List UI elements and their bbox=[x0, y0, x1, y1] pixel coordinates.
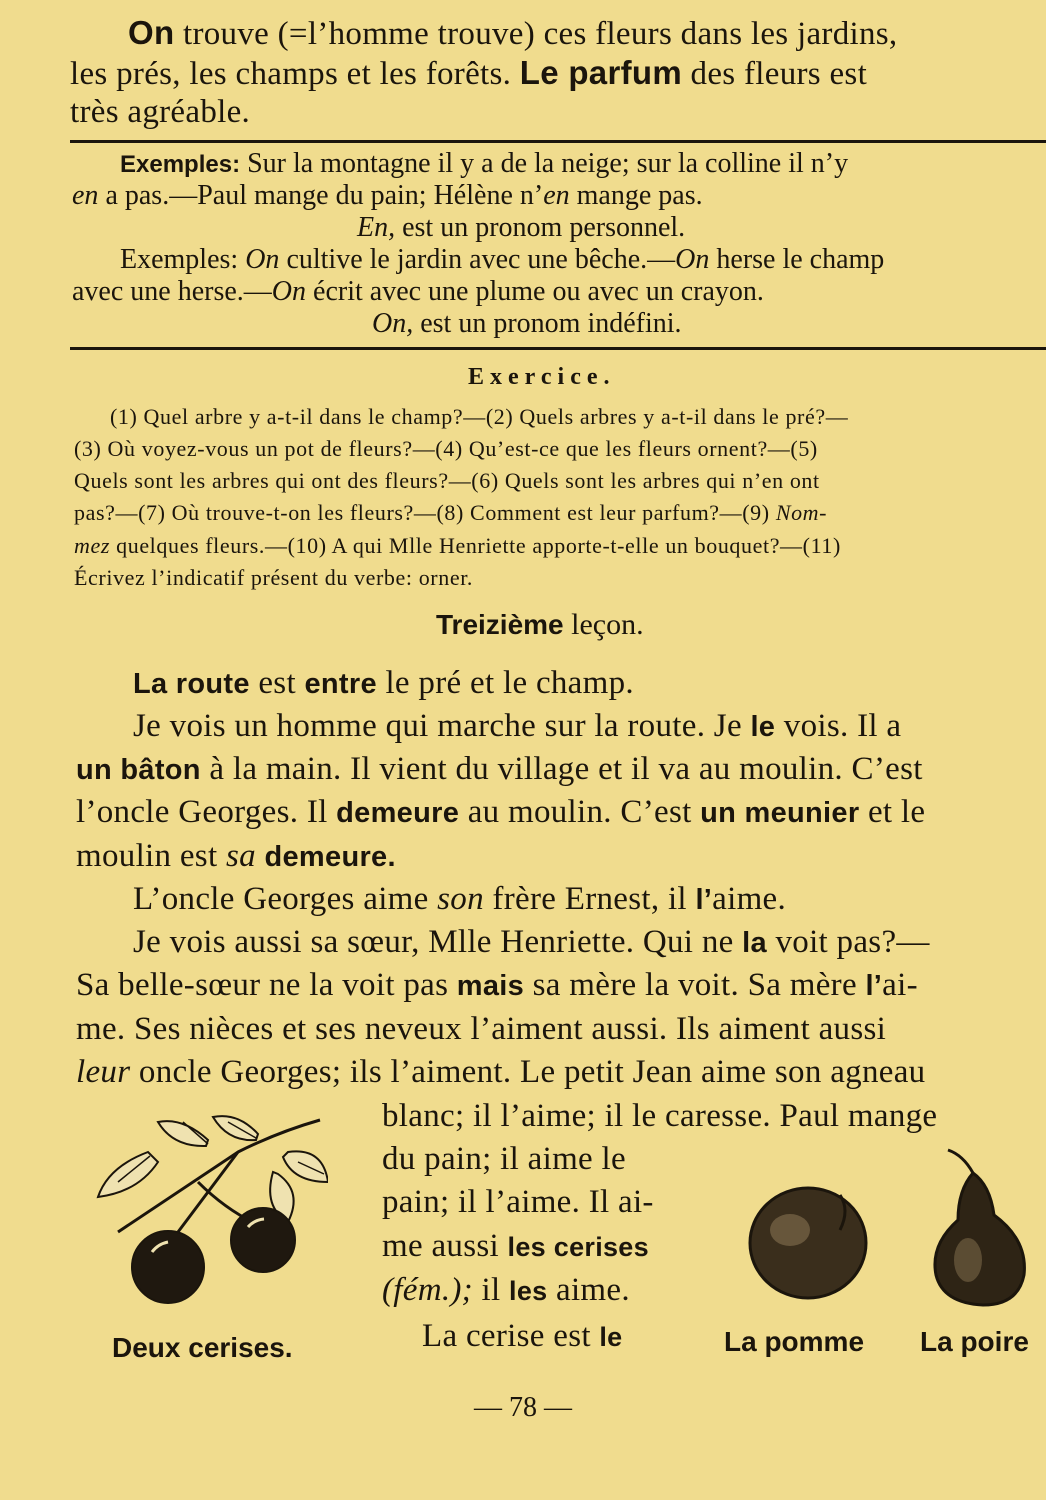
text-run: est un pronom personnel. bbox=[395, 212, 686, 243]
examples-line-6 bbox=[372, 308, 682, 340]
italic-word: On bbox=[245, 244, 280, 275]
text-run: frère Ernest, il bbox=[483, 881, 696, 917]
text-run: Exemples: bbox=[120, 244, 246, 275]
bold-word: Le parfum bbox=[519, 54, 682, 91]
top-line-2 bbox=[70, 54, 867, 93]
bold-word: entre bbox=[304, 668, 377, 700]
caption-pear: La poire bbox=[920, 1326, 1029, 1357]
cherry-right-icon bbox=[231, 1208, 295, 1272]
text-run: Sa belle-sœur ne la voit pas bbox=[76, 967, 457, 1003]
bold-word: Treizième bbox=[436, 609, 564, 640]
bold-word: un meunier bbox=[700, 797, 860, 829]
text-run: il bbox=[472, 1272, 510, 1308]
pear-stem-icon bbox=[948, 1150, 973, 1173]
bold-word: mais bbox=[456, 970, 525, 1002]
lesson-line-7 bbox=[133, 924, 930, 961]
cherry-left-icon bbox=[132, 1231, 204, 1303]
lesson-line-3 bbox=[76, 751, 923, 788]
lesson-line-14 bbox=[382, 1228, 649, 1265]
lesson-line-12: du pain; il aime le bbox=[382, 1141, 626, 1177]
bold-word: les cerises bbox=[507, 1232, 649, 1262]
text-run: moulin est bbox=[76, 838, 226, 874]
text-run: Je vois un homme qui marche sur la route. Je bbox=[133, 708, 751, 744]
bold-word: Exemples: bbox=[120, 151, 241, 178]
text-run: aime. bbox=[547, 1272, 630, 1308]
text-run: leçon. bbox=[563, 608, 644, 641]
italic-word: son bbox=[437, 881, 484, 917]
exercise-line-6: Écrivez l’indicatif présent du verbe: orner. bbox=[74, 565, 474, 590]
top-line-3: très agréable. bbox=[70, 94, 251, 130]
divider-rule bbox=[70, 347, 1046, 350]
examples-line-5 bbox=[72, 276, 764, 308]
apple-illustration bbox=[740, 1175, 880, 1305]
exercise-line-3: Quels sont les arbres qui ont des fleurs?—(6) Quels sont les arbres qui n’en ont bbox=[74, 468, 820, 493]
examples-line-3 bbox=[357, 212, 685, 244]
text-run: a pas.—Paul mange du pain; Hélène n’ bbox=[98, 180, 544, 211]
lesson-line-4 bbox=[76, 794, 925, 831]
bold-word: le bbox=[750, 711, 776, 743]
bold-word: l’ bbox=[865, 970, 883, 1002]
text-run: les prés, les champs et les forêts. bbox=[70, 56, 520, 92]
text-run: oncle Georges; ils l’aiment. Le petit Jean aime son agneau bbox=[130, 1054, 926, 1090]
text-run: vois. Il a bbox=[775, 708, 902, 744]
text-run: et le bbox=[859, 794, 926, 830]
text-run: herse le champ bbox=[709, 244, 885, 275]
text-run: écrit avec une plume ou avec un crayon. bbox=[306, 276, 764, 307]
lesson-line-13: pain; il l’aime. Il ai- bbox=[382, 1184, 654, 1220]
italic-word: leur bbox=[76, 1054, 131, 1090]
text-run: l’oncle Georges. Il bbox=[76, 794, 337, 830]
lesson-line-11: blanc; il l’aime; il le caresse. Paul mange bbox=[382, 1098, 938, 1134]
divider-rule bbox=[70, 140, 1046, 143]
pear-illustration bbox=[928, 1145, 1046, 1310]
top-line-1 bbox=[128, 14, 897, 53]
text-run: trouve (=l’homme trouve) ces fleurs dans les jardins, bbox=[174, 16, 898, 52]
text-run: Sur la montagne il y a de la neige; sur la colline il n’y bbox=[240, 148, 849, 179]
text-run: me aussi bbox=[382, 1228, 508, 1264]
text-run: Je vois aussi sa sœur, Mlle Henriette. Qui ne bbox=[133, 924, 743, 960]
exercise-line-4 bbox=[74, 500, 827, 526]
exercise-line-2: (3) Où voyez-vous un pot de fleurs?—(4) Qu’est-ce que les fleurs ornent?—(5) bbox=[74, 436, 818, 461]
page-number: — 78 — bbox=[474, 1392, 572, 1423]
lesson-line-5 bbox=[76, 838, 396, 875]
text-run: est un pronom indéfini. bbox=[413, 308, 682, 339]
text-run: sa mère la voit. Sa mère bbox=[524, 967, 866, 1003]
lesson-line-15 bbox=[382, 1272, 630, 1309]
italic-word: On bbox=[271, 276, 307, 307]
apple-icon bbox=[750, 1188, 866, 1298]
italic-word: On, bbox=[372, 308, 414, 339]
lesson-line-6 bbox=[133, 881, 786, 918]
text-run: avec une herse.— bbox=[72, 276, 272, 307]
text-run: le pré et le champ. bbox=[376, 665, 634, 701]
italic-word: On bbox=[675, 244, 710, 275]
text-run: au moulin. C’est bbox=[459, 794, 701, 830]
bold-word: demeure bbox=[336, 797, 460, 829]
text-run: voit pas?— bbox=[766, 924, 930, 960]
bold-word: un bâton bbox=[76, 754, 201, 786]
text-run: mange pas. bbox=[569, 180, 703, 211]
exercise-line-1: (1) Quel arbre y a-t-il dans le champ?—(2) Quels arbres y a-t-il dans le pré?— bbox=[110, 404, 849, 429]
examples-line-2 bbox=[72, 180, 703, 212]
text-run: pas?—(7) Où trouve-t-on les fleurs?—(8) Comment est leur parfum?—(9) bbox=[74, 500, 776, 525]
lesson-line-2 bbox=[133, 708, 901, 745]
lesson-line-10 bbox=[76, 1054, 925, 1091]
lesson-line-16 bbox=[422, 1318, 622, 1355]
text-run: L’oncle Georges aime bbox=[133, 881, 438, 917]
bold-word: le bbox=[599, 1322, 623, 1352]
italic-word: En, bbox=[357, 212, 396, 243]
italic-word: en bbox=[72, 180, 99, 211]
examples-line-1 bbox=[120, 148, 848, 180]
examples-line-4 bbox=[120, 244, 884, 276]
pear-highlight-icon bbox=[954, 1238, 982, 1282]
bold-word: la bbox=[742, 927, 767, 959]
text-run: cultive le jardin avec une bêche.— bbox=[279, 244, 676, 275]
italic-word: en bbox=[543, 180, 570, 211]
lesson-line-8 bbox=[76, 967, 918, 1004]
bold-word: La route bbox=[133, 668, 250, 700]
exercise-title: Exercice. bbox=[468, 364, 616, 390]
caption-cherries: Deux cerises. bbox=[112, 1332, 293, 1363]
bold-word: l’ bbox=[695, 884, 713, 916]
italic-word: Nom- bbox=[775, 500, 828, 525]
lesson-line-1 bbox=[133, 665, 634, 702]
pear-icon bbox=[935, 1173, 1024, 1305]
text-run: est bbox=[249, 665, 305, 701]
cherries-illustration bbox=[88, 1112, 328, 1312]
lesson-title bbox=[436, 608, 644, 642]
bold-word: demeure. bbox=[264, 841, 396, 873]
italic-word: sa bbox=[225, 838, 256, 874]
text-run: aime. bbox=[712, 881, 787, 917]
exercise-line-5 bbox=[74, 533, 841, 559]
italic-word: mez bbox=[74, 533, 111, 558]
lesson-line-9: me. Ses nièces et ses neveux l’aiment aussi. Ils aiment aussi bbox=[76, 1011, 887, 1047]
italic-word: (fém.); bbox=[382, 1272, 473, 1308]
text-run: ai- bbox=[882, 967, 918, 1003]
text-run: quelques fleurs.—(10) A qui Mlle Henriette apporte-t-elle un bouquet?—(11) bbox=[110, 533, 841, 558]
caption-apple: La pomme bbox=[724, 1326, 865, 1357]
text-run: La cerise est bbox=[422, 1318, 600, 1354]
bold-word: les bbox=[509, 1276, 548, 1306]
apple-highlight-icon bbox=[770, 1214, 810, 1246]
text-run: à la main. Il vient du village et il va au moulin. C’est bbox=[200, 751, 923, 787]
bold-word: On bbox=[128, 14, 175, 51]
text-run: des fleurs est bbox=[682, 56, 868, 92]
